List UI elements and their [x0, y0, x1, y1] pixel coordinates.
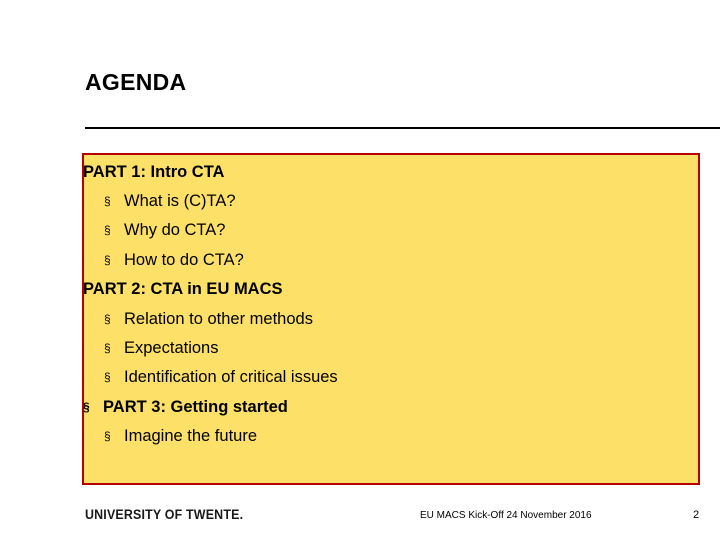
- agenda-subitem: [104, 367, 338, 387]
- agenda-subitem: [104, 220, 225, 240]
- bullet-icon: §: [104, 223, 111, 237]
- agenda-item-label: Identification of critical issues: [124, 368, 338, 386]
- agenda-subitem: [104, 426, 257, 446]
- bullet-icon: §: [104, 370, 111, 384]
- agenda-item-label: Expectations: [124, 339, 219, 357]
- university-logo: UNIVERSITY OF TWENTE.: [85, 507, 244, 522]
- agenda-part-3: [83, 397, 288, 417]
- agenda-subitem: [104, 309, 313, 329]
- agenda-item-label: Imagine the future: [124, 427, 257, 445]
- bullet-icon: §: [104, 194, 111, 208]
- agenda-item-label: PART 2: CTA in EU MACS: [83, 280, 283, 298]
- agenda-subitem: [104, 250, 244, 270]
- agenda-subitem: [104, 338, 218, 358]
- agenda-item-label: PART 3: Getting started: [103, 398, 288, 416]
- slide-title: AGENDA: [85, 69, 187, 95]
- agenda-part-1: [83, 162, 224, 182]
- agenda-item-label: Why do CTA?: [124, 221, 226, 239]
- bullet-icon: §: [104, 429, 111, 443]
- agenda-item-label: Relation to other methods: [124, 310, 313, 328]
- bullet-icon: §: [104, 253, 111, 267]
- agenda-item-label: How to do CTA?: [124, 251, 244, 269]
- agenda-subitem: [104, 191, 236, 211]
- title-divider: [85, 127, 720, 129]
- bullet-icon: §: [104, 312, 111, 326]
- agenda-item-label: What is (C)TA?: [124, 192, 236, 210]
- page-number: 2: [693, 509, 700, 521]
- bullet-icon: §: [104, 341, 111, 355]
- agenda-part-2: [83, 279, 283, 299]
- footer-event-text: EU MACS Kick-Off 24 November 2016: [420, 510, 592, 521]
- bullet-icon: §: [83, 400, 90, 414]
- agenda-item-label: PART 1: Intro CTA: [83, 163, 225, 181]
